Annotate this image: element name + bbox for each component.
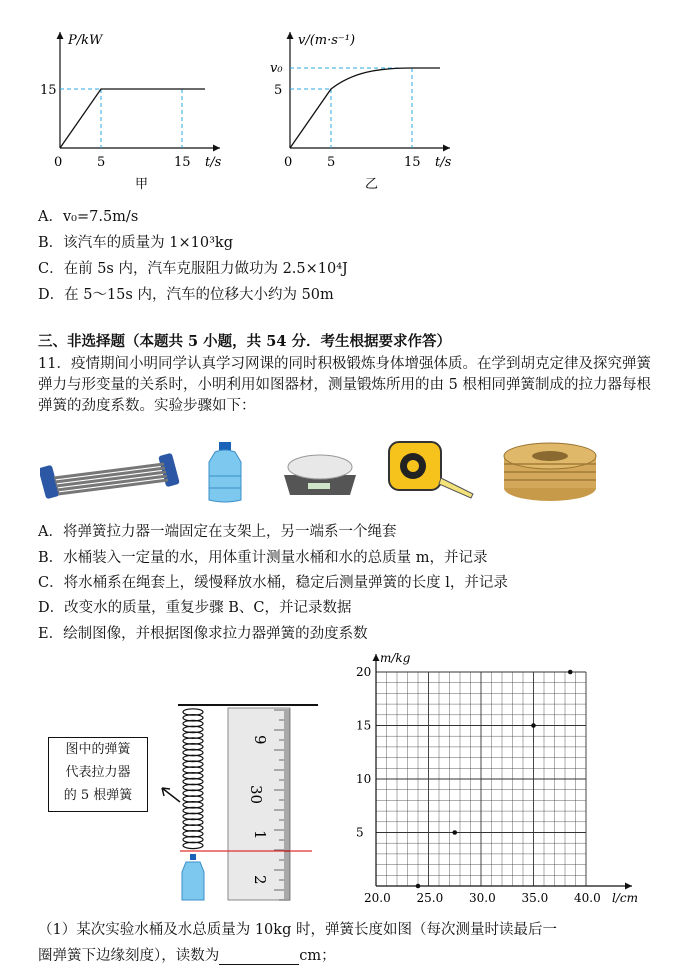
scale-image (280, 445, 360, 500)
callout-line-2: 代表拉力器 (65, 765, 131, 780)
tick-y-label: 5 (356, 825, 364, 840)
x-axis-label: t/s (435, 155, 452, 170)
tick-x-5: 5 (327, 155, 336, 170)
tick-x-label: 25.0 (416, 891, 444, 905)
data-point (416, 884, 421, 889)
graph-caption: 乙 (365, 177, 379, 192)
tick-x-5: 5 (97, 155, 106, 170)
subquestion-1-unit: cm； (299, 948, 336, 964)
option-b: B．该汽车的质量为 1×10³kg (38, 235, 233, 251)
tick-x-15: 15 (404, 155, 421, 170)
ruler-label-9: 9 (251, 735, 269, 745)
power-time-graph (40, 28, 240, 198)
tick-y-label: 10 (356, 772, 372, 786)
spring-ruler-figure (150, 690, 325, 905)
mass-length-chart (340, 648, 640, 908)
option-a: A．v₀=7.5m/s (38, 209, 139, 225)
answer-blank[interactable] (219, 950, 299, 965)
y-axis-label: P/kW (68, 33, 103, 48)
tick-y-v0: v₀ (270, 61, 283, 76)
option-d: D．在 5～15s 内，汽车的位移大小约为 50m (38, 287, 334, 303)
power-curve (60, 89, 205, 148)
tick-x-15: 15 (174, 155, 191, 170)
spring-expander-image (40, 448, 180, 508)
x-axis-label: t/s (205, 155, 222, 170)
tick-x-0: 0 (284, 155, 293, 170)
velocity-curve (290, 68, 440, 148)
option-c: C．在前 5s 内，汽车克服阻力做功为 2.5×10⁴J (38, 261, 348, 277)
subquestion-1-line2 (38, 944, 336, 965)
step-c: C．将水桶系在绳套上，缓慢释放水桶，稳定后测量弹簧的长度 l，并记录 (38, 575, 508, 591)
ruler-label-2: 2 (251, 875, 269, 885)
ruler-label-1: 1 (251, 830, 269, 840)
spring-callout-box (48, 737, 148, 812)
tape-measure-image (385, 438, 475, 500)
tick-y-label: 15 (356, 718, 372, 733)
tick-y-label: 20 (356, 665, 372, 679)
tick-x-label: 35.0 (521, 891, 549, 905)
step-d: D．改变水的质量，重复步骤 B、C，并记录数据 (38, 600, 352, 616)
callout-line-1: 图中的弹簧 (65, 742, 131, 757)
data-point (568, 670, 573, 675)
velocity-time-graph (268, 28, 468, 198)
tick-y-5: 5 (274, 83, 283, 98)
subquestion-1-prompt: 圈弹簧下边缘刻度），读数为 (38, 948, 220, 964)
tick-y-15: 15 (40, 83, 57, 98)
question-11-intro: 11．疫情期间小明同学认真学习网课的同时积极锻炼身体增强体质。在学到胡克定律及探究弹簧弹力与形变量的关系时，小明利用如图器材，测量锻炼所用的由 5 根相同弹簧制成的拉力器每根弹簧的劲度系数。实验步骤如下： (38, 356, 651, 414)
data-point (531, 723, 536, 728)
subquestion-1-line1: （1）某次实验水桶及水总质量为 10kg 时，弹簧长度如图（每次测量时读最后一 (38, 922, 557, 938)
tick-x-label: 30.0 (469, 891, 496, 905)
rope-coil-image (500, 438, 600, 504)
step-b: B．水桶装入一定量的水，用体重计测量水桶和水的总质量 m，并记录 (38, 550, 488, 566)
bucket (182, 862, 204, 900)
arrow (162, 788, 180, 802)
ruler-label-30: 30 (247, 785, 265, 805)
y-axis-label: v/(m·s⁻¹) (298, 33, 356, 48)
tick-x-label: 20.0 (364, 891, 391, 905)
section-title: 三、非选择题（本题共 5 小题，共 54 分．考生根据要求作答） (38, 333, 451, 350)
graph-caption: 甲 (135, 177, 149, 192)
step-e: E．绘制图像，并根据图像求拉力器弹簧的劲度系数 (38, 626, 368, 642)
tick-x-label: 40.0 (574, 891, 601, 905)
callout-line-3: 的 5 根弹簧 (63, 788, 133, 803)
tick-x-0: 0 (54, 155, 63, 170)
x-axis-label: l/cm (612, 891, 638, 905)
y-axis-label: m/kg (380, 651, 411, 665)
step-a: A．将弹簧拉力器一端固定在支架上，另一端系一个绳套 (38, 524, 397, 540)
data-point (452, 830, 457, 835)
water-bucket-image (205, 440, 245, 505)
